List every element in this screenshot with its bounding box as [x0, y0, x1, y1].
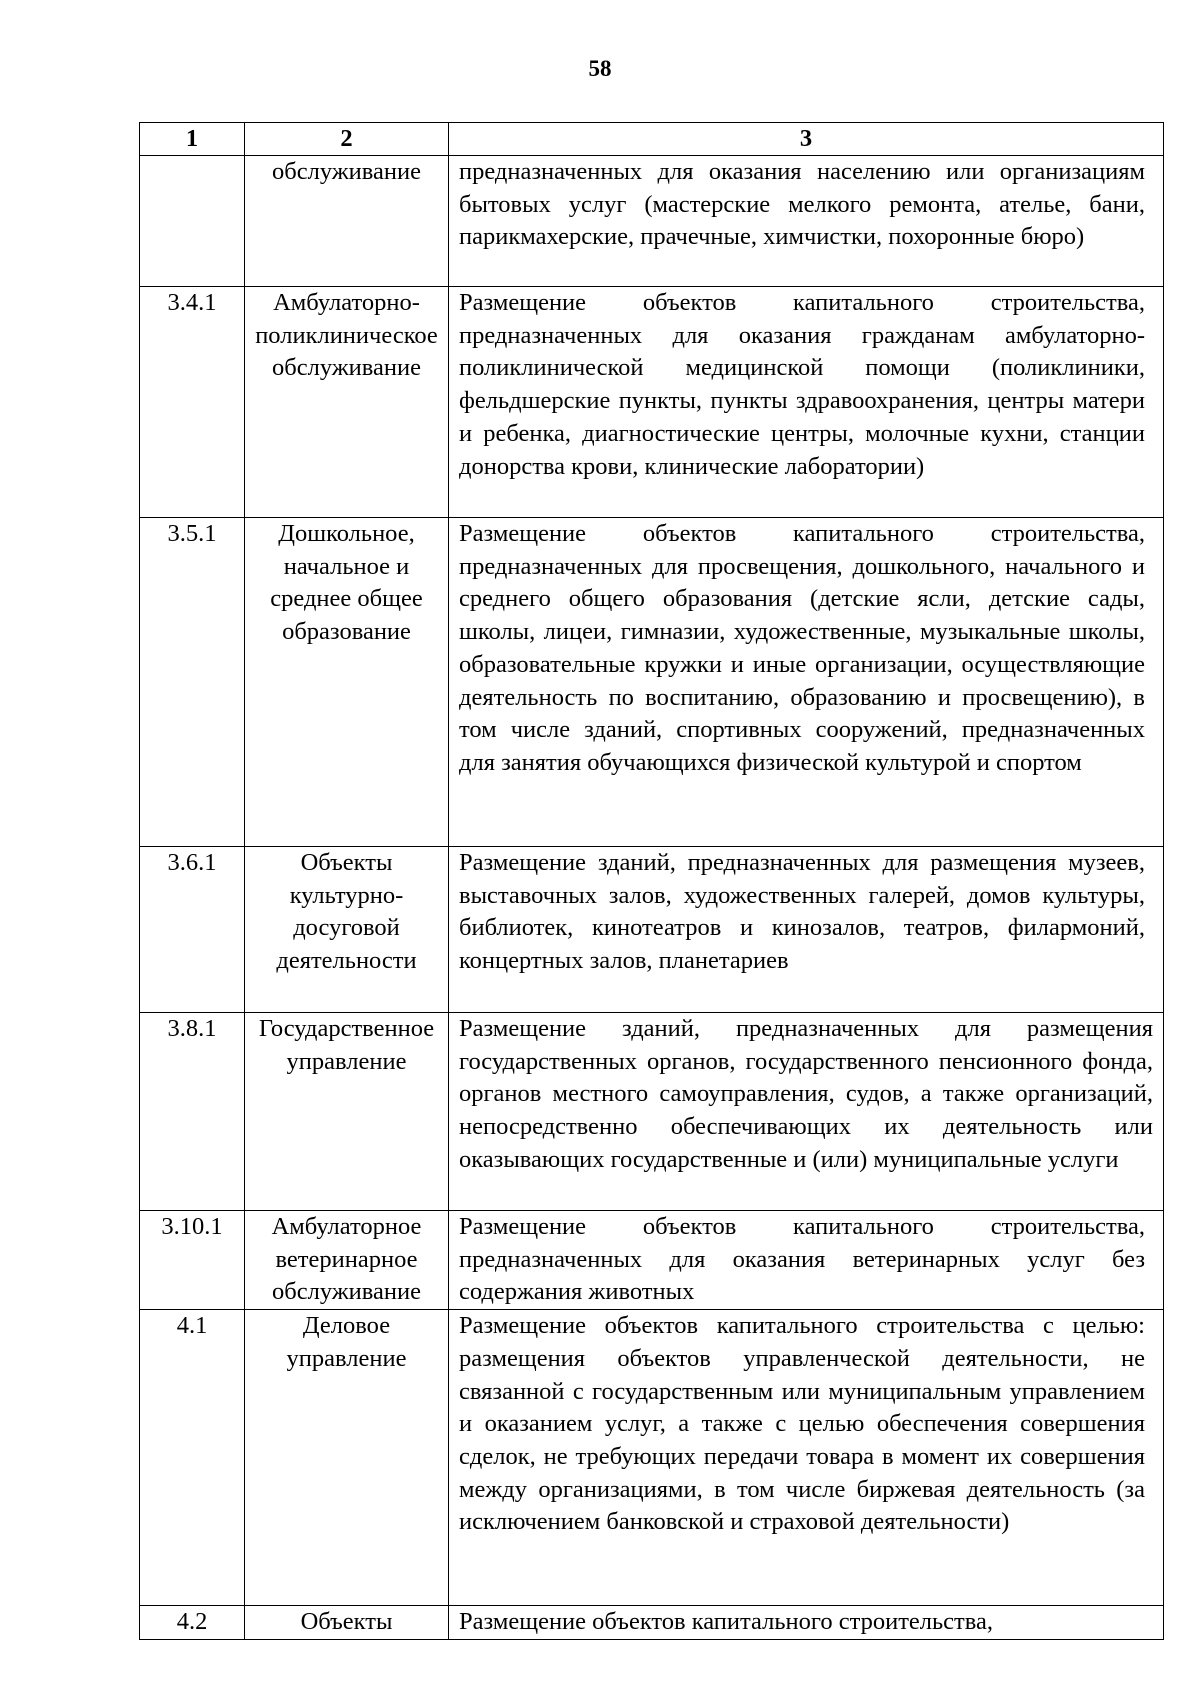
table-row [140, 1310, 1164, 1606]
cell-name: обслуживание [245, 156, 449, 287]
cell-code [140, 156, 245, 287]
table-row [140, 1606, 1164, 1640]
cell-description: предназначенных для оказания населению или организациям бытовых услуг (мастерские мелкого ремонта, ателье, бани, парикмахерские, прачечные, химчистки, похоронные бюро) [449, 156, 1164, 287]
cell-name: Деловое управление [245, 1310, 449, 1606]
header-col-2: 2 [245, 123, 449, 156]
cell-code: 3.4.1 [140, 287, 245, 518]
page-number: 58 [588, 56, 612, 81]
cell-code: 4.1 [140, 1310, 245, 1606]
cell-code: 3.10.1 [140, 1211, 245, 1310]
cell-description: Размещение объектов капитального строительства, предназначенных для оказания гражданам амбулаторно-поликлинической медицинской помощи (поликлиники, фельдшерские пункты, пункты здравоохранения, центры матери и ребенка, диагностические центры, молочные кухни, станции донорства крови, клинические лаборатории) [449, 287, 1164, 518]
header-col-1: 1 [140, 123, 245, 156]
cell-description: Размещение объектов капитального строительства, предназначенных для просвещения, дошкольного, начального и среднего общего образования (детские ясли, детские сады, школы, лицеи, гимназии, художественные, музыкальные школы, образовательные кружки и иные организации, осуществляющие деятельность по воспитанию, образованию и просвещению), в том числе зданий, спортивных сооружений, предназначенных для занятия обучающихся физической культурой и спортом [449, 518, 1164, 847]
cell-code: 3.8.1 [140, 1013, 245, 1211]
cell-name: Амбулаторное ветеринарное обслуживание [245, 1211, 449, 1310]
cell-description: Размещение объектов капитального строительства с целью: размещения объектов управленческой деятельности, не связанной с государственным или муниципальным управлением и оказанием услуг, а также с целью обеспечения совершения сделок, не требующих передачи товара в момент их совершения между организациями, в том числе биржевая деятельность (за исключением банковской и страховой деятельности) [449, 1310, 1164, 1606]
table-header-row [140, 123, 1164, 156]
cell-name: Государственное управление [245, 1013, 449, 1211]
cell-code: 3.6.1 [140, 847, 245, 1013]
cell-description: Размещение зданий, предназначенных для размещения государственных органов, государственного пенсионного фонда, органов местного самоуправления, судов, а также организаций, непосредственно обеспечивающих их деятельность или оказывающих государственные и (или) муниципальные услуги [449, 1013, 1164, 1211]
cell-name: Дошкольное, начальное и среднее общее образование [245, 518, 449, 847]
cell-code: 3.5.1 [140, 518, 245, 847]
cell-description: Размещение объектов капитального строительства, [449, 1606, 1164, 1640]
land-use-table [139, 122, 1164, 1640]
table-row [140, 287, 1164, 518]
cell-name: Амбулаторно-поликлиническое обслуживание [245, 287, 449, 518]
table-row [140, 518, 1164, 847]
cell-code: 4.2 [140, 1606, 245, 1640]
table-row [140, 1211, 1164, 1310]
header-col-3: 3 [449, 123, 1164, 156]
cell-description: Размещение зданий, предназначенных для размещения музеев, выставочных залов, художественных галерей, домов культуры, библиотек, кинотеатров и кинозалов, театров, филармоний, концертных залов, планетариев [449, 847, 1164, 1013]
cell-name: Объекты культурно-досуговой деятельности [245, 847, 449, 1013]
cell-description: Размещение объектов капитального строительства, предназначенных для оказания ветеринарных услуг без содержания животных [449, 1211, 1164, 1310]
table-row [140, 847, 1164, 1013]
table-row [140, 156, 1164, 287]
cell-name: Объекты [245, 1606, 449, 1640]
table-row [140, 1013, 1164, 1211]
